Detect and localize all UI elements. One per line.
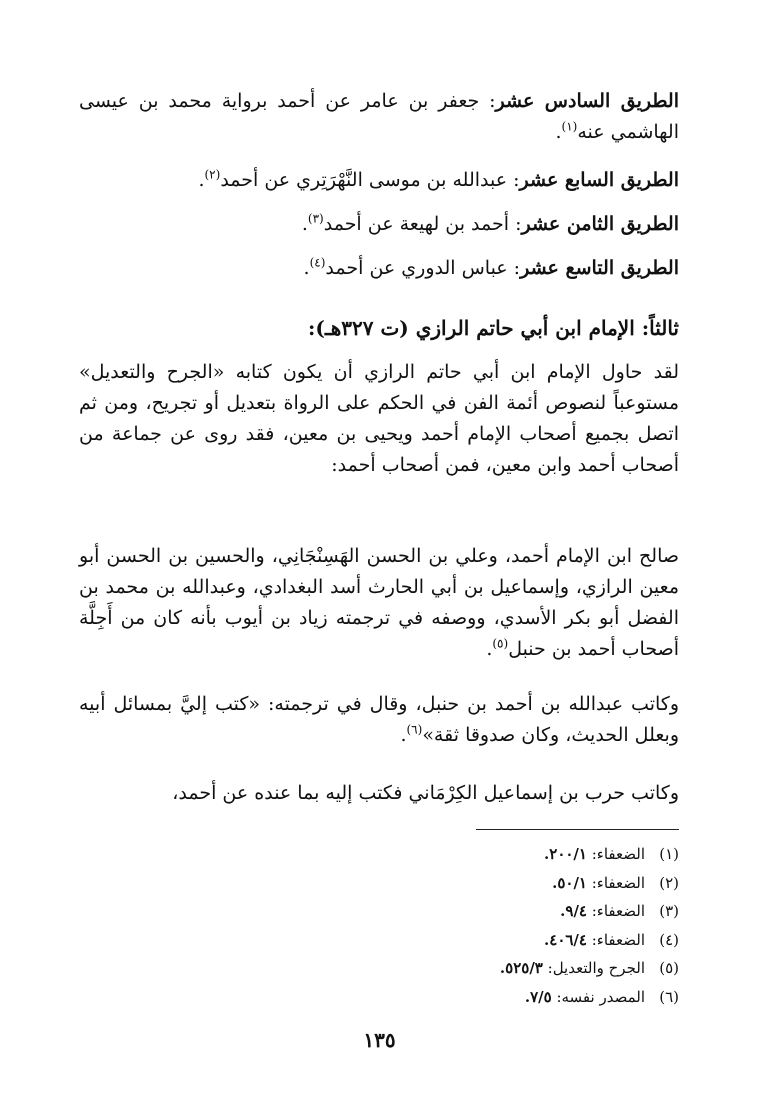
path-19-text: : عباس الدوري عن أحمد [325, 257, 521, 279]
footnote-source: الضعفاء: [586, 873, 645, 892]
footnote-ref-5: (٥) [492, 636, 509, 651]
path-16-label: الطريق السادس عشر [495, 90, 679, 112]
paragraph-2-text: صالح ابن الإمام أحمد، وعلي بن الحسن الهَسِنْجَانِي، والحسين بن الحسن أبو معين الرازي، وإسماعيل بن أبي الحارث أسد البغدادي، وعبدالله بن محمد بن الفضل أبو بكر الأسدي، ووصفه في ترجمته زياد بن أيوب بأنه كان من أَجِلَّة أصحاب أحمد بن حنبل [79, 545, 679, 660]
paragraph-3-text: وكاتب عبدالله بن أحمد بن حنبل، وقال في ترجمته: «كتب إليَّ بمسائل أبيه وبعلل الحديث، وكان صدوقا ثقة» [79, 693, 679, 746]
page-number: ١٣٥ [363, 1028, 396, 1052]
paragraph-3-end: . [400, 724, 407, 746]
footnote-ref-1: (١) [561, 119, 578, 134]
paragraph-3 [79, 689, 679, 751]
footnote-number: (٤) [659, 930, 679, 949]
footnote-ref-4: (٤) [309, 255, 326, 270]
path-17-line [79, 165, 679, 196]
path-17-text: : عبدالله بن موسى النَّهْرَتِري عن أحمد [220, 169, 520, 191]
footnote-reference: ٩/٤. [560, 902, 587, 920]
footnote-source: الضعفاء: [586, 902, 645, 920]
footnote-reference: ٥٠/١. [552, 873, 587, 892]
footnote-ref-6: (٦) [406, 722, 423, 737]
footnote-reference: ٢٠٠/١. [544, 845, 587, 863]
footnote-source: الجرح والتعديل: [542, 959, 645, 977]
path-17-label: الطريق السابع عشر [519, 169, 679, 191]
path-18-label: الطريق الثامن عشر [521, 213, 679, 235]
section-heading: ثالثاً: الإمام ابن أبي حاتم الرازي (ت ٣٢٧هـ): [308, 316, 679, 340]
footnote-reference: ٧/٥. [524, 987, 552, 1006]
footnote-number: (٢) [659, 873, 679, 892]
footnote-reference: ٥٢٥/٣. [499, 959, 543, 977]
paragraph-4: وكاتب حرب بن إسماعيل الكِرْمَاني فكتب إليه بما عنده عن أحمد، [172, 782, 679, 804]
path-18-end: . [301, 213, 308, 235]
footnote-item [279, 926, 679, 955]
footnote-number: (٦) [659, 987, 679, 1006]
footnote-number: (٣) [659, 902, 679, 920]
footnote-number: (٥) [659, 959, 679, 977]
path-16-paragraph [79, 86, 679, 148]
path-19-label: الطريق التاسع عشر [520, 257, 679, 279]
paragraph-2 [79, 541, 679, 665]
paragraph-2-end: . [486, 638, 493, 660]
footnote-ref-3: (٣) [307, 211, 324, 226]
footnote-item [279, 954, 679, 983]
footnote-divider [476, 829, 679, 830]
paragraph-1: لقد حاول الإمام ابن أبي حاتم الرازي أن يكون كتابه «الجرح والتعديل» مستوعباً لنصوص أئمة الفن في الحكم على الرواة بتعديل أو تجريح، ومن ثم اتصل بجميع أصحاب الإمام أحمد ويحيى بن معين، فقد روى عن جماعة من أصحاب أحمد وابن معين، فمن أصحاب أحمد: [79, 361, 679, 476]
path-16-end: . [555, 121, 562, 143]
path-17-end: . [198, 169, 205, 191]
footnote-source: المصدر نفسه: [551, 987, 645, 1006]
path-18-text: : أحمد بن لهيعة عن أحمد [323, 213, 522, 235]
path-19-end: . [303, 257, 310, 279]
path-19-line [79, 253, 679, 284]
footnote-number: (١) [659, 845, 679, 863]
footnote-item [279, 840, 679, 869]
footnote-source: الضعفاء: [586, 930, 645, 949]
footnotes-list [279, 840, 679, 1011]
path-18-line [79, 209, 679, 240]
path-16-text: : جعفر بن عامر عن أحمد برواية محمد بن عيسى الهاشمي عنه [79, 90, 679, 143]
footnote-item [279, 869, 679, 898]
footnote-item [279, 983, 679, 1012]
footnote-item [279, 897, 679, 926]
footnote-reference: ٤٠٦/٤. [544, 930, 587, 949]
footnote-ref-2: (٢) [204, 167, 221, 182]
footnote-source: الضعفاء: [586, 845, 645, 863]
